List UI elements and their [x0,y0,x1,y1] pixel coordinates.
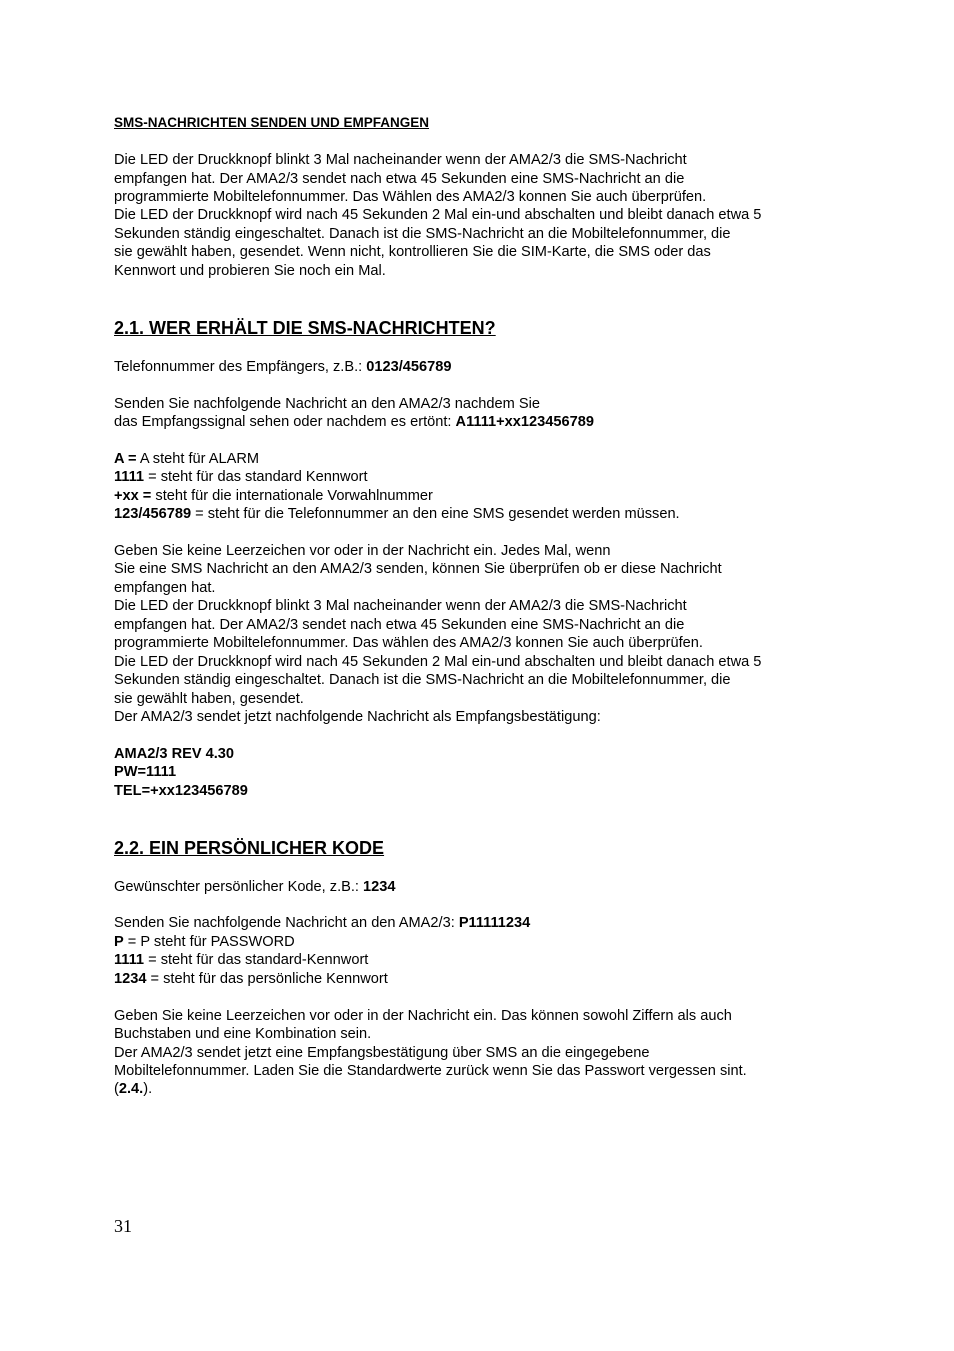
text-line: Sie eine SMS Nachricht an den AMA2/3 senden, können Sie überprüfen ob er diese Nachricht [114,561,722,577]
phone-example [114,358,451,376]
text-line: Geben Sie keine Leerzeichen vor oder in der Nachricht ein. Jedes Mal, wenn [114,543,611,559]
definition-item: 1111 = steht für das standard Kennwort [114,469,368,485]
code-label: Gewünschter persönlicher Kode, z.B.: [114,879,364,895]
phone-label: Telefonnummer des Empfängers, z.B.: [114,359,367,375]
text-line: empfangen hat. Der AMA2/3 sendet nach etwa 45 Sekunden eine SMS-Nachricht an die [114,171,685,187]
text-line: empfangen hat. [114,580,216,596]
section-reference: (2.4.). [114,1081,153,1097]
send-label: das Empfangssignal sehen oder nachdem es ertönt: [114,414,456,430]
definition-item: 1111 = steht für das standard-Kennwort [114,952,369,968]
text-line: Sekunden ständig eingeschaltet. Danach ist die SMS-Nachricht an die Mobiltelefonnummer, die [114,672,731,688]
text-line: Senden Sie nachfolgende Nachricht an den AMA2/3 nachdem Sie [114,396,540,412]
definition-item: P = P steht für PASSWORD [114,934,295,950]
send-code: P11111234 [458,915,531,931]
text-line: sie gewählt haben, gesendet. Wenn nicht, kontrollieren Sie die SIM-Karte, die SMS oder das [114,244,711,260]
code-example [114,878,396,896]
text-line: Geben Sie keine Leerzeichen vor oder in der Nachricht ein. Das können sowohl Ziffern als auch [114,1008,732,1024]
text-line: Die LED der Druckknopf wird nach 45 Sekunden 2 Mal ein-und abschalten und bleibt danach etwa 5 [114,654,762,670]
section-heading-2-2: 2.2. EIN PERSÖNLICHER KODE [114,838,385,858]
definition-item: 123/456789 = steht für die Telefonnummer an den eine SMS gesendet werden müssen. [114,506,680,522]
text-line: Der AMA2/3 sendet jetzt eine Empfangsbestätigung über SMS an die eingegebene [114,1045,650,1061]
confirm-line: AMA2/3 REV 4.30 [114,746,235,762]
text-line: Sekunden ständig eingeschaltet. Danach ist die SMS-Nachricht an die Mobiltelefonnummer, die [114,226,731,242]
text-line: sie gewählt haben, gesendet. [114,691,304,707]
phone-value: 0123/456789 [366,359,452,375]
text-line: programmierte Mobiltelefonnummer. Das Wählen des AMA2/3 konnen Sie auch überprüfen. [114,189,707,205]
text-line: Die LED der Druckknopf wird nach 45 Sekunden 2 Mal ein-und abschalten und bleibt danach etwa 5 [114,207,762,223]
text-line: Mobiltelefonnummer. Laden Sie die Standardwerte zurück wenn Sie das Passwort vergessen sint. [114,1063,747,1079]
send-code: A1111+xx123456789 [455,414,594,430]
definition-item: 1234 = steht für das persönliche Kennwort [114,971,388,987]
text-line: Buchstaben und eine Kombination sein. [114,1026,372,1042]
confirm-line: PW=1111 [114,764,177,780]
text-line: Die LED der Druckknopf blinkt 3 Mal nacheinander wenn der AMA2/3 die SMS-Nachricht [114,152,687,168]
definition-item: A = A steht für ALARM [114,451,260,467]
send-instruction [114,413,594,431]
text-line: Kennwort und probieren Sie noch ein Mal. [114,263,386,279]
text-line: empfangen hat. Der AMA2/3 sendet nach etwa 45 Sekunden eine SMS-Nachricht an die [114,617,685,633]
definition-item: +xx = steht für die internationale Vorwahlnummer [114,488,433,504]
code-value: 1234 [363,879,396,895]
text-line: Der AMA2/3 sendet jetzt nachfolgende Nachricht als Empfangsbestätigung: [114,709,601,725]
section-heading-sms: SMS-NACHRICHTEN SENDEN UND EMPFANGEN [114,115,430,130]
confirm-line: TEL=+xx123456789 [114,783,248,799]
send-instruction [114,914,530,932]
page-number: 31 [114,1216,132,1236]
text-line: programmierte Mobiltelefonnummer. Das wählen des AMA2/3 konnen Sie auch überprüfen. [114,635,703,651]
send-label: Senden Sie nachfolgende Nachricht an den AMA2/3: [114,915,459,931]
section-heading-2-1: 2.1. WER ERHÄLT DIE SMS-NACHRICHTEN? [114,318,496,338]
text-line: Die LED der Druckknopf blinkt 3 Mal nacheinander wenn der AMA2/3 die SMS-Nachricht [114,598,687,614]
